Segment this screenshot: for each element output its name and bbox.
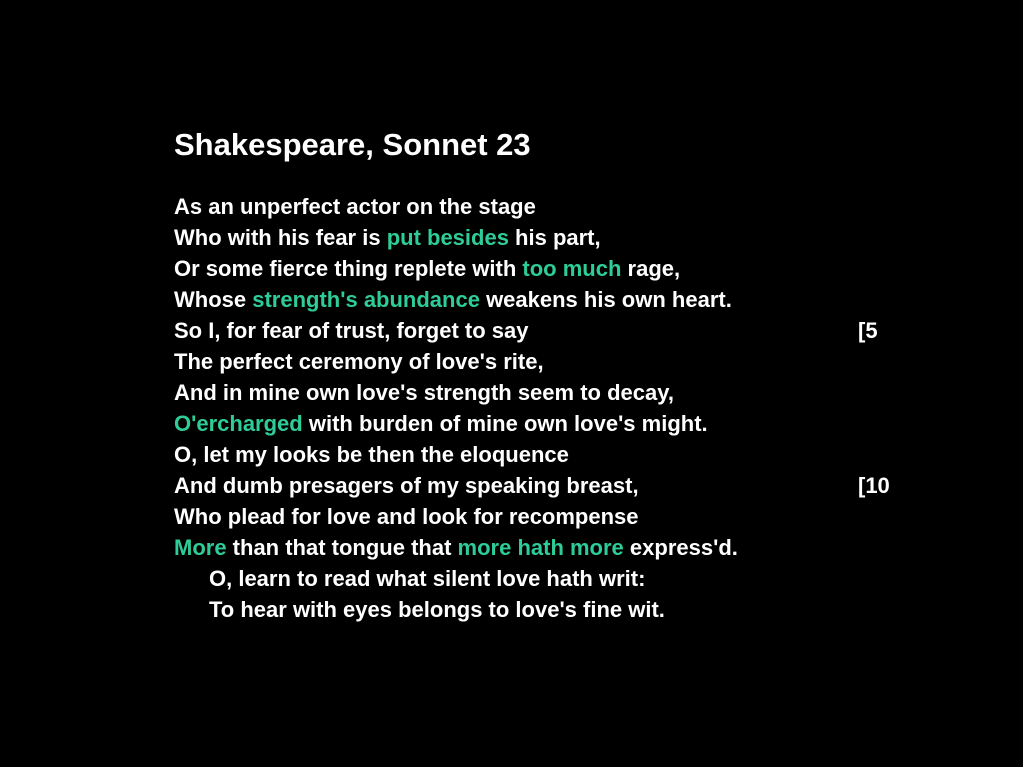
poem-line <box>174 408 954 439</box>
poem-line <box>174 315 954 346</box>
line-segment: weakens his own heart. <box>479 287 732 312</box>
line-segment: express'd. <box>623 535 738 560</box>
line-segment: Who with his fear is <box>174 225 387 250</box>
line-segment: O, learn to read what silent love hath writ: <box>209 566 646 591</box>
highlighted-phrase: More <box>174 535 227 560</box>
poem-line <box>174 222 954 253</box>
line-segment: As an unperfect actor on the stage <box>174 194 536 219</box>
line-segment: O, let my looks be then the eloquence <box>174 442 569 467</box>
poem-line-text <box>174 566 645 591</box>
poem-line <box>174 470 954 501</box>
poem-line-text <box>174 473 639 498</box>
poem-line-text <box>174 318 528 343</box>
poem-line-text <box>174 504 639 529</box>
poem-line-text <box>174 411 708 436</box>
slide-title: Shakespeare, Sonnet 23 <box>174 127 531 162</box>
poem-line <box>174 284 954 315</box>
line-segment: his part, <box>508 225 601 250</box>
line-segment: The perfect ceremony of love's rite, <box>174 349 544 374</box>
poem-line <box>174 501 954 532</box>
highlighted-phrase: more hath more <box>457 535 624 560</box>
line-number: [5 <box>858 318 878 343</box>
line-number: [10 <box>858 473 890 498</box>
poem-line-text <box>174 535 738 560</box>
highlighted-phrase: strength's abundance <box>252 287 480 312</box>
highlighted-phrase: put besides <box>386 225 509 250</box>
poem-line <box>174 253 954 284</box>
line-segment: with burden of mine own love's might. <box>302 411 708 436</box>
poem-text <box>174 191 954 625</box>
line-segment: And dumb presagers of my speaking breast, <box>174 473 639 498</box>
poem-line-text <box>174 225 601 250</box>
highlighted-phrase: O'ercharged <box>174 411 303 436</box>
line-segment: Or some fierce thing replete with <box>174 256 523 281</box>
poem-line-text <box>174 349 544 374</box>
line-segment: Who plead for love and look for recompense <box>174 504 639 529</box>
poem-line-text <box>174 442 569 467</box>
line-segment: To hear with eyes belongs to love's fine wit. <box>209 597 665 622</box>
poem-line <box>174 346 954 377</box>
poem-line <box>174 563 954 594</box>
line-segment: So I, for fear of trust, forget to say <box>174 318 529 343</box>
poem-line <box>174 439 954 470</box>
poem-line <box>174 377 954 408</box>
highlighted-phrase: too much <box>522 256 622 281</box>
poem-line-text <box>174 287 732 312</box>
poem-line-text <box>174 256 680 281</box>
poem-line <box>174 594 954 625</box>
line-segment: rage, <box>621 256 681 281</box>
line-segment: than that tongue that <box>226 535 458 560</box>
poem-line <box>174 191 954 222</box>
poem-line-text <box>174 380 674 405</box>
poem-line-text <box>174 597 665 622</box>
line-segment: Whose <box>174 287 253 312</box>
poem-line-text <box>174 194 536 219</box>
poem-line <box>174 532 954 563</box>
line-segment: And in mine own love's strength seem to decay, <box>174 380 674 405</box>
